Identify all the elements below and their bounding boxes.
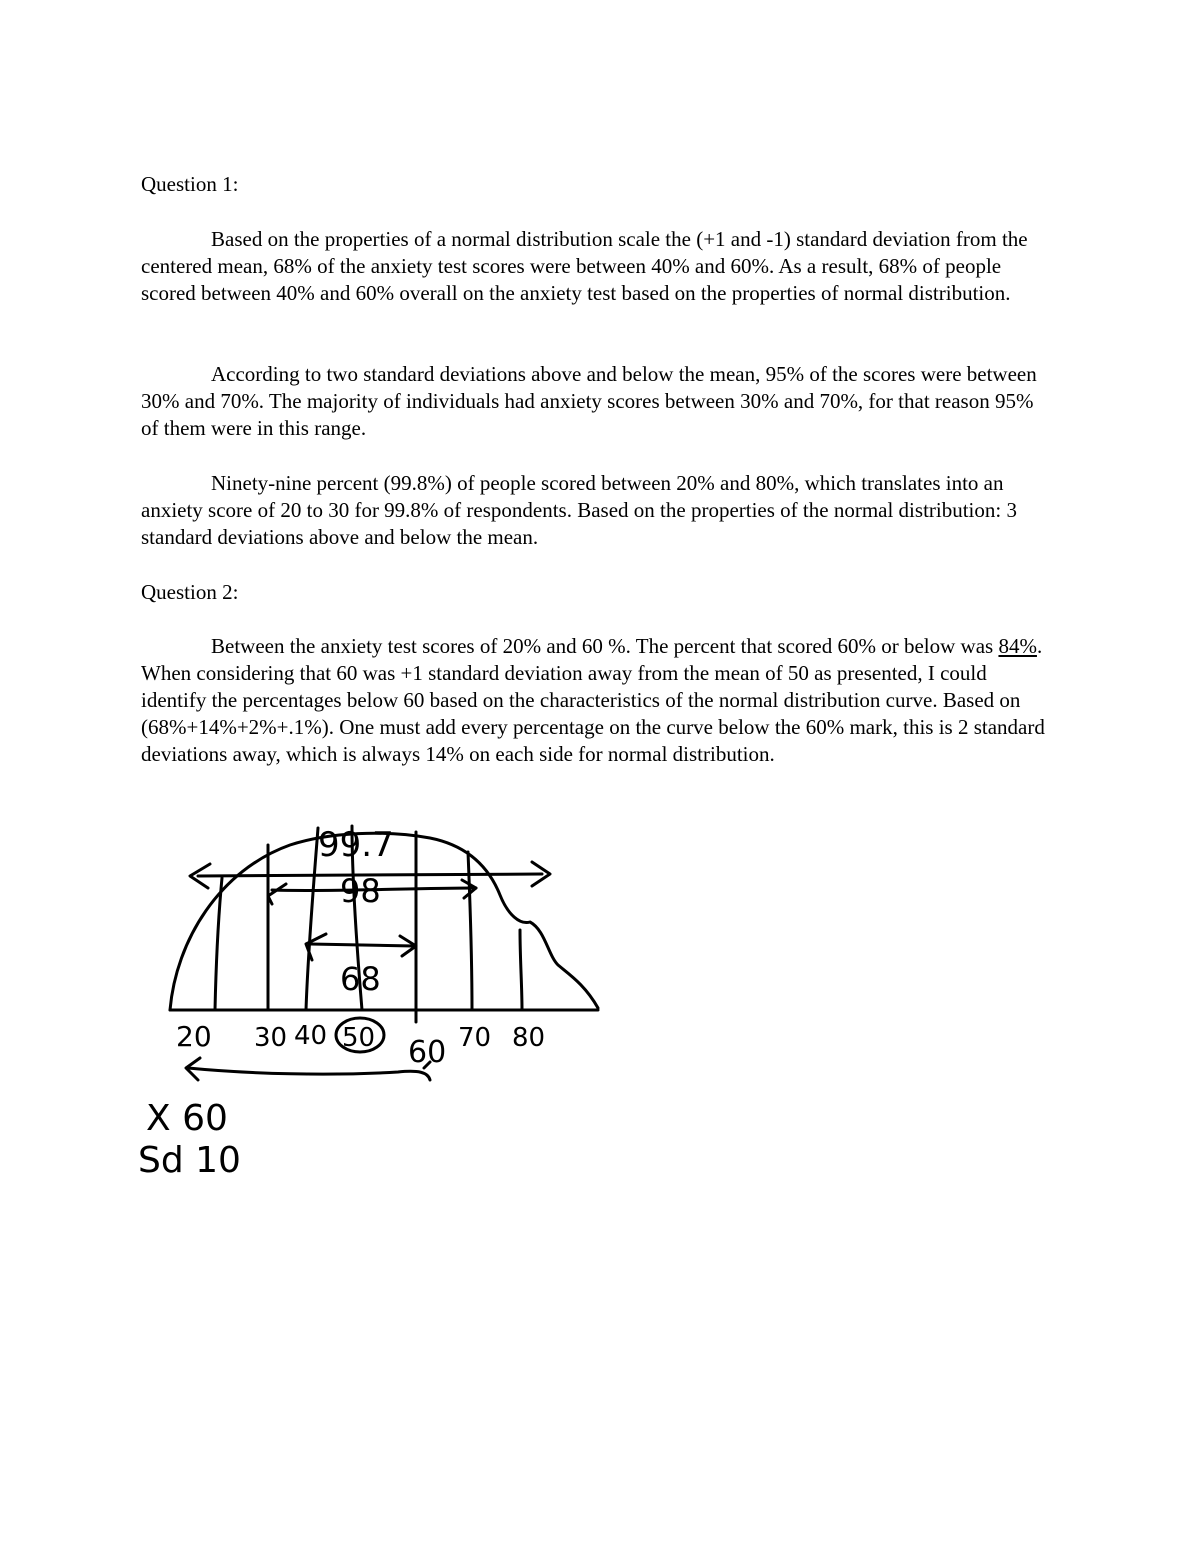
question-1-paragraph-2: According to two standard deviations above and below the mean, 95% of the scores were between 30% and 70%. The majority of individuals had anxiety scores between 30% and 70%, for that reason 95% of them were in this range. — [141, 362, 1037, 440]
sketch-tick-40: 40 — [294, 1021, 328, 1051]
sketch-label-middle: 98 — [340, 872, 381, 910]
sketch-tick-50: 50 — [342, 1023, 376, 1053]
sketch-note-mean: X 60 — [146, 1098, 228, 1139]
sketch-arrow-inner — [310, 944, 414, 946]
q2-underlined-percent: 84% — [998, 634, 1037, 658]
sketch-label-inner: 68 — [340, 960, 381, 998]
sketch-tick-20: 20 — [176, 1020, 212, 1053]
q2-text-start: Between the anxiety test scores of 20% and 60 %. The percent that scored 60% or below was — [211, 634, 999, 658]
sketch-bottom-arrow — [188, 1068, 430, 1080]
sketch-tick-30: 30 — [254, 1023, 288, 1053]
sketch-tick-80: 80 — [512, 1023, 546, 1053]
sketch-line-40 — [306, 828, 318, 1010]
question-1-paragraph-1: Based on the properties of a normal distribution scale the (+1 and -1) standard deviation from the centered mean, 68% of the anxiety test scores were between 40% and 60%. As a result, 68% of people scored between 40% and 60% overall on the anxiety test based on the properties of normal distribution. — [141, 227, 1028, 305]
question-1-heading: Question 1: — [141, 172, 239, 196]
sketch-arrowhead-middle-left — [268, 884, 286, 904]
question-2-heading: Question 2: — [141, 580, 239, 604]
question-1-paragraph-3: Ninety-nine percent (99.8%) of people scored between 20% and 80%, which translates into an anxiety score of 20 to 30 for 99.8% of respondents. Based on the properties of the normal distribution: 3 standard deviations above and below the mean. — [141, 471, 1017, 549]
sketch-tick-70: 70 — [458, 1023, 492, 1053]
q2-text-end: . When considering that 60 was +1 standard deviation away from the mean of 50 as presented, I could identify the percentages below 60 based on the characteristics of the normal distribution curve. Based on (68%+14%+2%+.1%). One must add every percentage on the curve below the 60% mark, this is 2 standard deviations away, which is always 14% on each side for normal distribution. — [141, 634, 1045, 766]
sketch-note-sd: Sd 10 — [138, 1140, 241, 1181]
sketch-tick-60: 60 — [408, 1035, 447, 1070]
sketch-label-outer: 99.7 — [318, 825, 394, 865]
sketch-line-80 — [520, 930, 522, 1010]
